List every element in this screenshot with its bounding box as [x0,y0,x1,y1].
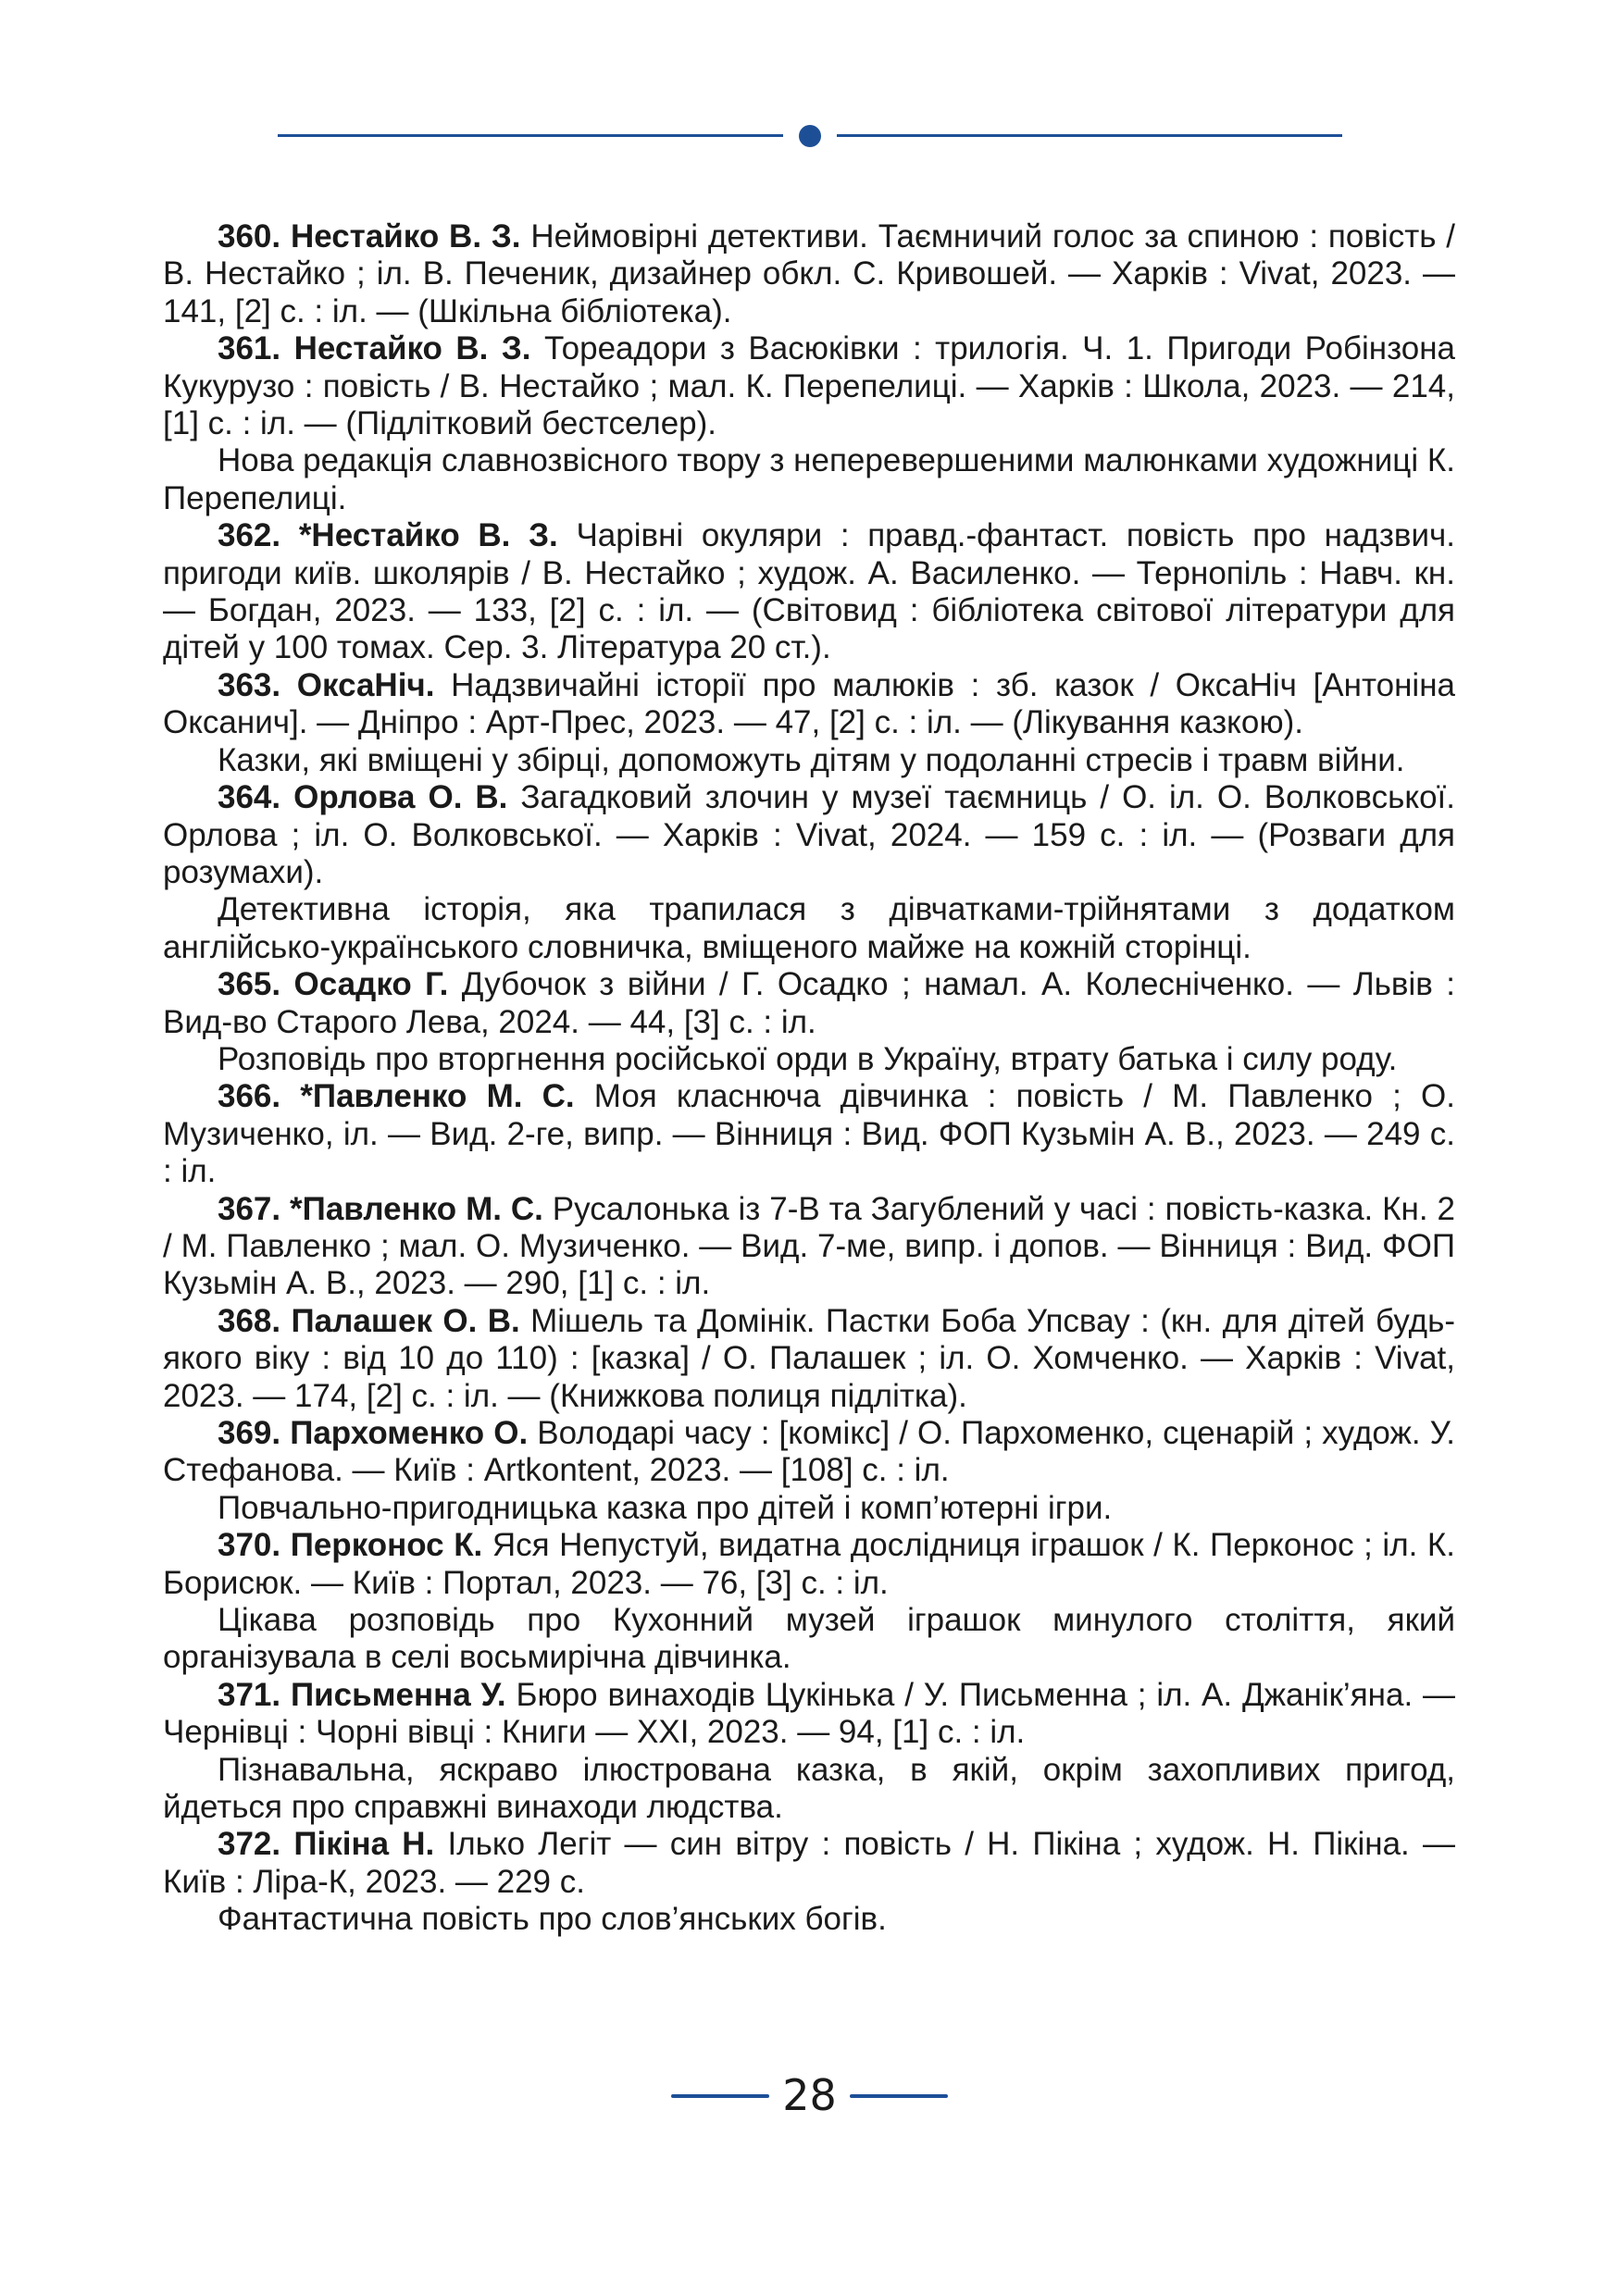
footer-line-left [671,2094,769,2098]
entry-annotation: Нова редакція славнозвісного твору з неперевершеними малюнками художниці К. Перепелиці. [163,442,1455,516]
entry-author: *Павленко М. С. [300,1078,575,1115]
ornament-line-right [837,134,1342,137]
entry-text: Надзвичайні історії про малюків : зб. казок / ОксаНіч [Антоніна Оксанич]. — Дніпро : Арт-Прес, 2023. — 47, [2] с. : іл. — (Лікування казкою). [163,666,1455,741]
page-number: 28 [782,2070,837,2120]
ornament-line-left [278,134,783,137]
entry-number: 371. [218,1676,281,1713]
entry-number: 366. [218,1078,281,1115]
entry-number: 360. [218,218,281,254]
entry-annotation: Розповідь про вторгнення російської орди в Україну, втрату батька і силу роду. [218,1040,1398,1077]
entry-text: Яся Непустуй, видатна дослідниця іграшок / К. Перконос ; іл. К. Борисюк. — Київ : Портал, 2023. — 76, [3] с. : іл. [163,1527,1455,1601]
entry-author: Орлова О. В. [293,779,508,816]
entry-number: 363. [218,666,281,703]
entry-367 [163,1191,1455,1303]
entry-text: Бюро винаходів Цукінька / У. Письменна ; іл. А. Джанік’яна. — Чернівці : Чорні вівці : Книги — XXI, 2023. — 94, [1] с. : іл. [163,1676,1455,1751]
entry-annotation: Повчально-пригодницька казка про дітей і комп’ютерні ігри. [218,1489,1113,1526]
entry-author: Нестайко В. З. [290,218,521,254]
entry-text: Русалонька із 7-В та Загублений у часі : повість-казка. Кн. 2 / М. Павленко ; мал. О. Музиченко. — Вид. 7-ме, випр. і допов. — Вінниця : Вид. ФОП Кузьмін А. В., 2023. — 290, [1] с. : іл. [163,1190,1455,1302]
entry-number: 365. [218,966,281,1003]
bibliography-list [163,218,1455,1939]
entry-annotation: Цікава розповідь про Кухонний музей іграшок минулого століття, який організувала в селі восьмирічна дівчинка. [163,1602,1455,1676]
entry-author: Палашек О. В. [291,1302,520,1339]
entry-368 [163,1303,1455,1415]
page-footer [0,2067,1619,2123]
entry-366 [163,1078,1455,1190]
entry-364 [163,779,1455,891]
entry-372 [163,1826,1455,1901]
entry-361 [163,330,1455,442]
entry-number: 362. [218,517,281,554]
entry-text: Дубочок з війни / Г. Осадко ; намал. А. Колесніченко. — Львів : Вид-во Старого Лева, 2024. — 44, [3] с. : іл. [163,966,1455,1040]
entry-author: Нестайко В. З. [293,330,531,367]
entry-363 [163,667,1455,742]
entry-text: Загадковий злочин у музеї таємниць / О. іл. О. Волковської. Орлова ; іл. О. Волковської. — Харків : Vivat, 2024. — 159 с. : іл. — (Розваги для розумахи). [163,779,1455,890]
entry-number: 367. [218,1190,281,1227]
entry-author: Письменна У. [290,1676,506,1713]
entry-number: 369. [218,1415,281,1451]
top-ornament [278,125,1342,147]
entry-371 [163,1677,1455,1752]
entry-text: Тореадори з Васюківки : трилогія. Ч. 1. Пригоди Робінзона Кукурузо : повість / В. Нестайко ; мал. К. Перепелиці. — Харків : Школа, 2023. — 214, [1] с. : іл. — (Підлітковий бестселер). [163,330,1456,442]
entry-number: 372. [218,1826,281,1863]
entry-365 [163,966,1455,1041]
entry-author: Перконос К. [290,1527,483,1564]
entry-author: Пікіна Н. [293,1826,435,1863]
entry-number: 361. [218,330,281,367]
entry-text: Мішель та Домінік. Пастки Боба Упсвау : (кн. для дітей будь-якого віку : від 10 до 110) : [казка] / О. Палашек ; іл. О. Хомченко. — Харків : Vivat, 2023. — 174, [2] с. : іл. — (Книжкова полиця підлітка). [163,1302,1455,1414]
entry-number: 364. [218,779,281,816]
entry-author: Осадко Г. [293,966,449,1003]
entry-text: Володарі часу : [комікс] / О. Пархоменко, сценарій ; худож. У. Стефанова. — Київ : Artkontent, 2023. — [108] с. : іл. [163,1415,1455,1489]
entry-text: Ілько Легіт — син вітру : повість / Н. Пікіна ; худож. Н. Пікіна. — Київ : Ліра-К, 2023. — 229 с. [163,1826,1455,1900]
entry-369 [163,1415,1455,1490]
entry-annotation: Пізнавальна, яскраво ілюстрована казка, в якій, окрім захопливих пригод, йдеться про справжні винаходи людства. [163,1751,1455,1826]
entry-362 [163,517,1455,667]
entry-370 [163,1527,1455,1602]
ornament-dot [799,125,821,147]
entry-author: *Павленко М. С. [290,1190,543,1227]
entry-text: Чарівні окуляри : правд.-фантаст. повість про надзвич. пригоди київ. школярів / В. Нестайко ; худож. А. Василенко. — Тернопіль : Навч. кн. — Богдан, 2023. — 133, [2] с. : іл. — (Світовид : бібліотека світової літератури для дітей у 100 томах. Сер. 3. Література 20 ст.). [163,517,1455,666]
entry-360 [163,218,1455,330]
entry-annotation: Фантастична повість про слов’янських богів. [218,1901,887,1938]
entry-author: Пархоменко О. [290,1415,529,1451]
entry-annotation: Казки, які вміщені у збірці, допоможуть дітям у подоланні стресів і травм війни. [218,741,1405,778]
entry-number: 368. [218,1302,281,1339]
footer-line-right [850,2094,948,2098]
entry-text: Неймовірні детективи. Таємничий голос за спиною : повість / В. Нестайко ; іл. В. Печеник, дизайнер обкл. С. Кривошей. — Харків : Vivat, 2023. — 141, [2] с. : іл. — (Шкільна бібліотека). [163,218,1455,329]
entry-author: ОксаНіч. [296,666,435,703]
entry-number: 370. [218,1527,281,1564]
entry-text: Моя класнюча дівчинка : повість / М. Павленко ; О. Музиченко, іл. — Вид. 2-ге, випр. — Вінниця : Вид. ФОП Кузьмін А. В., 2023. — 249 с. : іл. [163,1078,1456,1190]
entry-annotation: Детективна історія, яка трапилася з дівчатками-трійнятами з додатком англійсько-українського словничка, вміщеного майже на кожній сторінці. [163,891,1455,965]
entry-author: *Нестайко В. З. [298,517,558,554]
